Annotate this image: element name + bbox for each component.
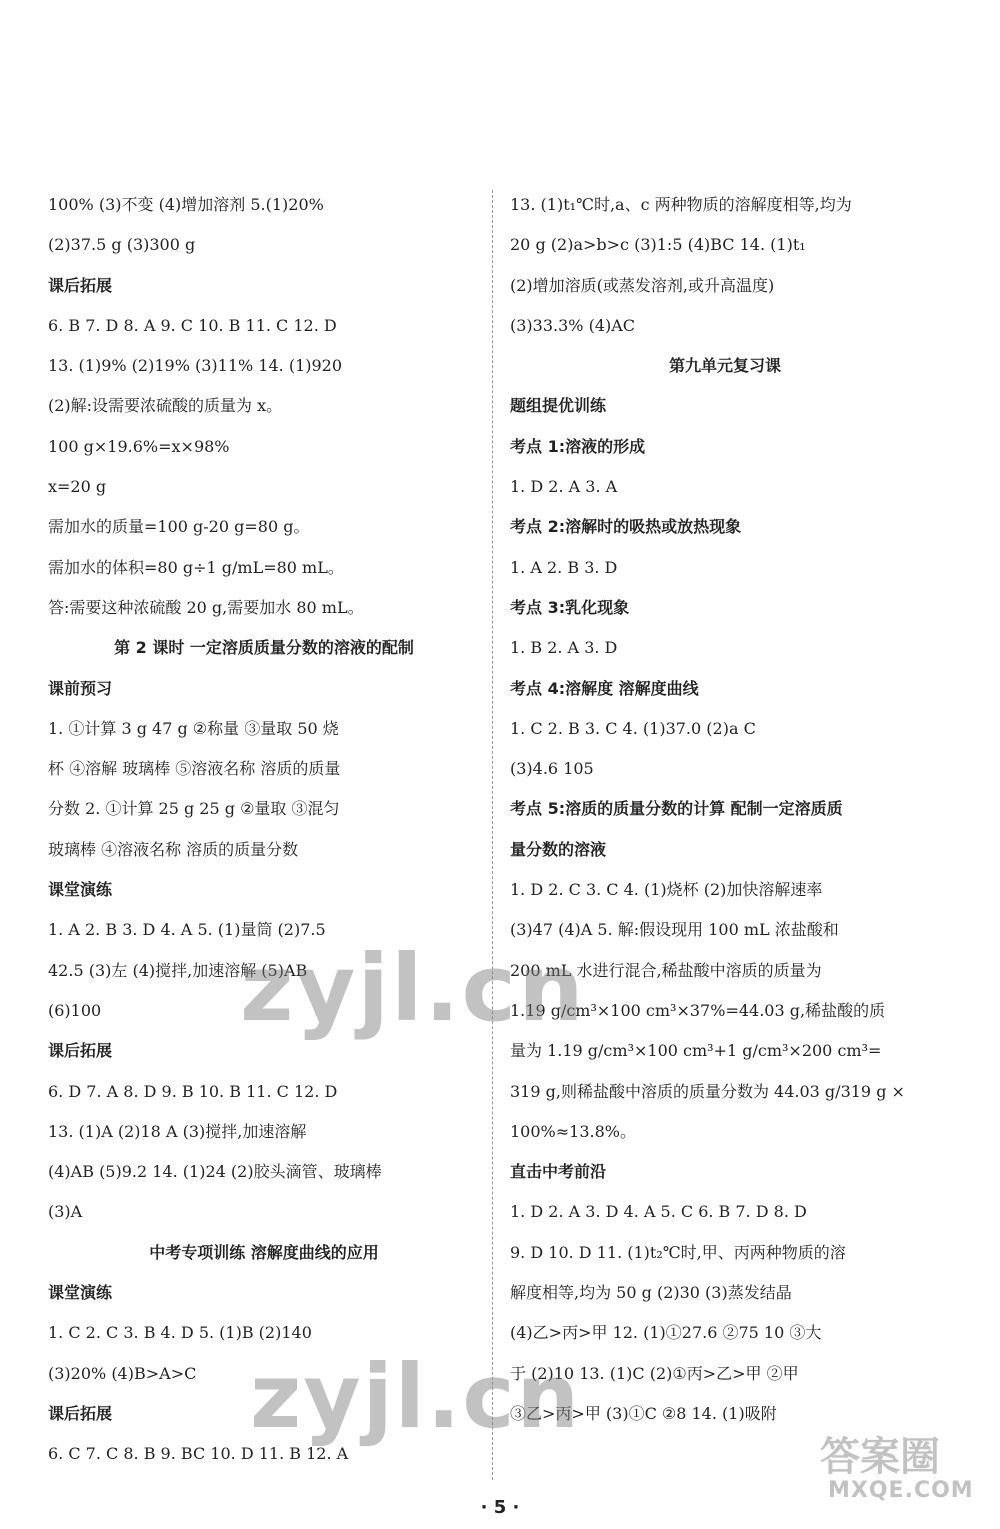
section-heading: 课后拓展 [48, 1403, 113, 1423]
answer-line: (2)37.5 g (3)300 g [48, 235, 196, 255]
section-heading: 量分数的溶液 [510, 839, 607, 859]
section-heading: 直击中考前沿 [510, 1162, 607, 1182]
section-title: 中考专项训练 溶解度曲线的应用 [149, 1242, 379, 1262]
answer-line: 杯 ④溶解 玻璃棒 ⑤溶液名称 溶质的质量 [48, 759, 341, 779]
answer-line: 13. (1)A (2)18 A (3)搅拌,加速溶解 [48, 1121, 307, 1141]
answer-line: 20 g (2)a>b>c (3)1:5 (4)BC 14. (1)t₁ [510, 235, 806, 255]
answer-line: 1. C 2. C 3. B 4. D 5. (1)B (2)140 [48, 1323, 312, 1343]
answer-line: 1. B 2. A 3. D [510, 638, 618, 658]
answer-line: 1. ①计算 3 g 47 g ②称量 ③量取 50 烧 [48, 718, 339, 738]
answer-line: 100 g×19.6%=x×98% [48, 436, 230, 456]
section-heading: 课堂演练 [48, 880, 113, 900]
left-column [48, 185, 480, 1475]
answer-line: 1. A 2. B 3. D [510, 557, 618, 577]
section-heading: 考点 4:溶解度 溶解度曲线 [510, 678, 699, 698]
answer-line: 42.5 (3)左 (4)搅拌,加速溶解 (5)AB [48, 960, 308, 980]
answer-line: x=20 g [48, 477, 107, 497]
answer-line: (6)100 [48, 1000, 102, 1020]
answer-line: (3)A [48, 1202, 83, 1222]
right-column [510, 185, 940, 1434]
answer-line: 100% (3)不变 (4)增加溶剂 5.(1)20% [48, 195, 324, 214]
answer-line: (2)解:设需要浓硫酸的质量为 x。 [48, 396, 283, 416]
answer-line: 1.19 g/cm³×100 cm³×37%=44.03 g,稀盐酸的质 [510, 1000, 886, 1020]
answer-line: (3)33.3% (4)AC [510, 315, 636, 335]
answer-line: 9. D 10. D 11. (1)t₂℃时,甲、丙两种物质的溶 [510, 1242, 846, 1262]
answer-line: 6. B 7. D 8. A 9. C 10. B 11. C 12. D [48, 315, 337, 335]
answer-line: 319 g,则稀盐酸中溶质的质量分数为 44.03 g/319 g × [510, 1081, 905, 1101]
watermark-daanquan: 答案圈 [820, 1434, 940, 1480]
section-title: 第九单元复习课 [668, 356, 781, 376]
answer-line: ③乙>丙>甲 (3)①C ②8 14. (1)吸附 [510, 1403, 777, 1423]
answer-line: (3)20% (4)B>A>C [48, 1363, 197, 1383]
section-heading: 考点 3:乳化现象 [510, 597, 630, 617]
answer-line: 1. A 2. B 3. D 4. A 5. (1)量筒 (2)7.5 [48, 920, 326, 940]
answer-line: 13. (1)t₁℃时,a、c 两种物质的溶解度相等,均为 [510, 195, 852, 214]
answer-line: 1. D 2. C 3. C 4. (1)烧杯 (2)加快溶解速率 [510, 880, 823, 900]
answer-line: 需加水的体积=80 g÷1 g/mL=80 mL。 [48, 557, 344, 577]
section-heading: 考点 5:溶质的质量分数的计算 配制一定溶质质 [510, 799, 843, 819]
answer-line: 分数 2. ①计算 25 g 25 g ②量取 ③混匀 [48, 799, 340, 819]
answer-line: 1. C 2. B 3. C 4. (1)37.0 (2)a C [510, 718, 756, 738]
section-title: 第 2 课时 一定溶质质量分数的溶液的配制 [114, 638, 414, 658]
watermark-zyjl-1: zyjl.cn [240, 935, 586, 1042]
answer-line: 100%≈13.8%。 [510, 1121, 636, 1141]
section-heading: 课前预习 [48, 678, 113, 698]
answer-line: 6. D 7. A 8. D 9. B 10. B 11. C 12. D [48, 1081, 338, 1101]
page-number: · 5 · [480, 1497, 520, 1518]
answer-line: 需加水的质量=100 g-20 g=80 g。 [48, 517, 310, 537]
answer-line: (3)47 (4)A 5. 解:假设现用 100 mL 浓盐酸和 [510, 920, 839, 940]
watermark-mxqe: MXQE.COM [828, 1478, 974, 1503]
answer-line: 于 (2)10 13. (1)C (2)①丙>乙>甲 ②甲 [510, 1363, 799, 1383]
answer-line: 6. C 7. C 8. B 9. BC 10. D 11. B 12. A [48, 1444, 349, 1464]
section-heading: 课后拓展 [48, 275, 113, 295]
answer-line: (3)4.6 105 [510, 759, 594, 779]
answer-line: 解度相等,均为 50 g (2)30 (3)蒸发结晶 [510, 1283, 792, 1303]
watermark-zyjl-2: zyjl.cn [250, 1345, 582, 1448]
section-heading: 课堂演练 [48, 1283, 113, 1303]
answer-line: 1. D 2. A 3. A [510, 477, 618, 497]
answer-line: 200 mL 水进行混合,稀盐酸中溶质的质量为 [510, 960, 822, 980]
answer-line: 1. D 2. A 3. D 4. A 5. C 6. B 7. D 8. D [510, 1202, 807, 1222]
answer-line: 玻璃棒 ④溶液名称 溶质的质量分数 [48, 839, 299, 859]
section-heading: 课后拓展 [48, 1041, 113, 1061]
answer-line: 答:需要这种浓硫酸 20 g,需要加水 80 mL。 [48, 597, 364, 617]
answer-line: (2)增加溶质(或蒸发溶剂,或升高温度) [510, 275, 775, 295]
answer-line: 量为 1.19 g/cm³×100 cm³+1 g/cm³×200 cm³= [510, 1041, 882, 1061]
answer-line: 13. (1)9% (2)19% (3)11% 14. (1)920 [48, 356, 343, 376]
column-divider [492, 190, 493, 1480]
section-heading: 考点 1:溶液的形成 [510, 436, 646, 456]
answer-line: (4)AB (5)9.2 14. (1)24 (2)胶头滴管、玻璃棒 [48, 1162, 382, 1182]
answer-line: (4)乙>丙>甲 12. (1)①27.6 ②75 10 ③大 [510, 1323, 822, 1343]
section-heading: 题组提优训练 [510, 396, 607, 416]
section-heading: 考点 2:溶解时的吸热或放热现象 [510, 517, 742, 537]
